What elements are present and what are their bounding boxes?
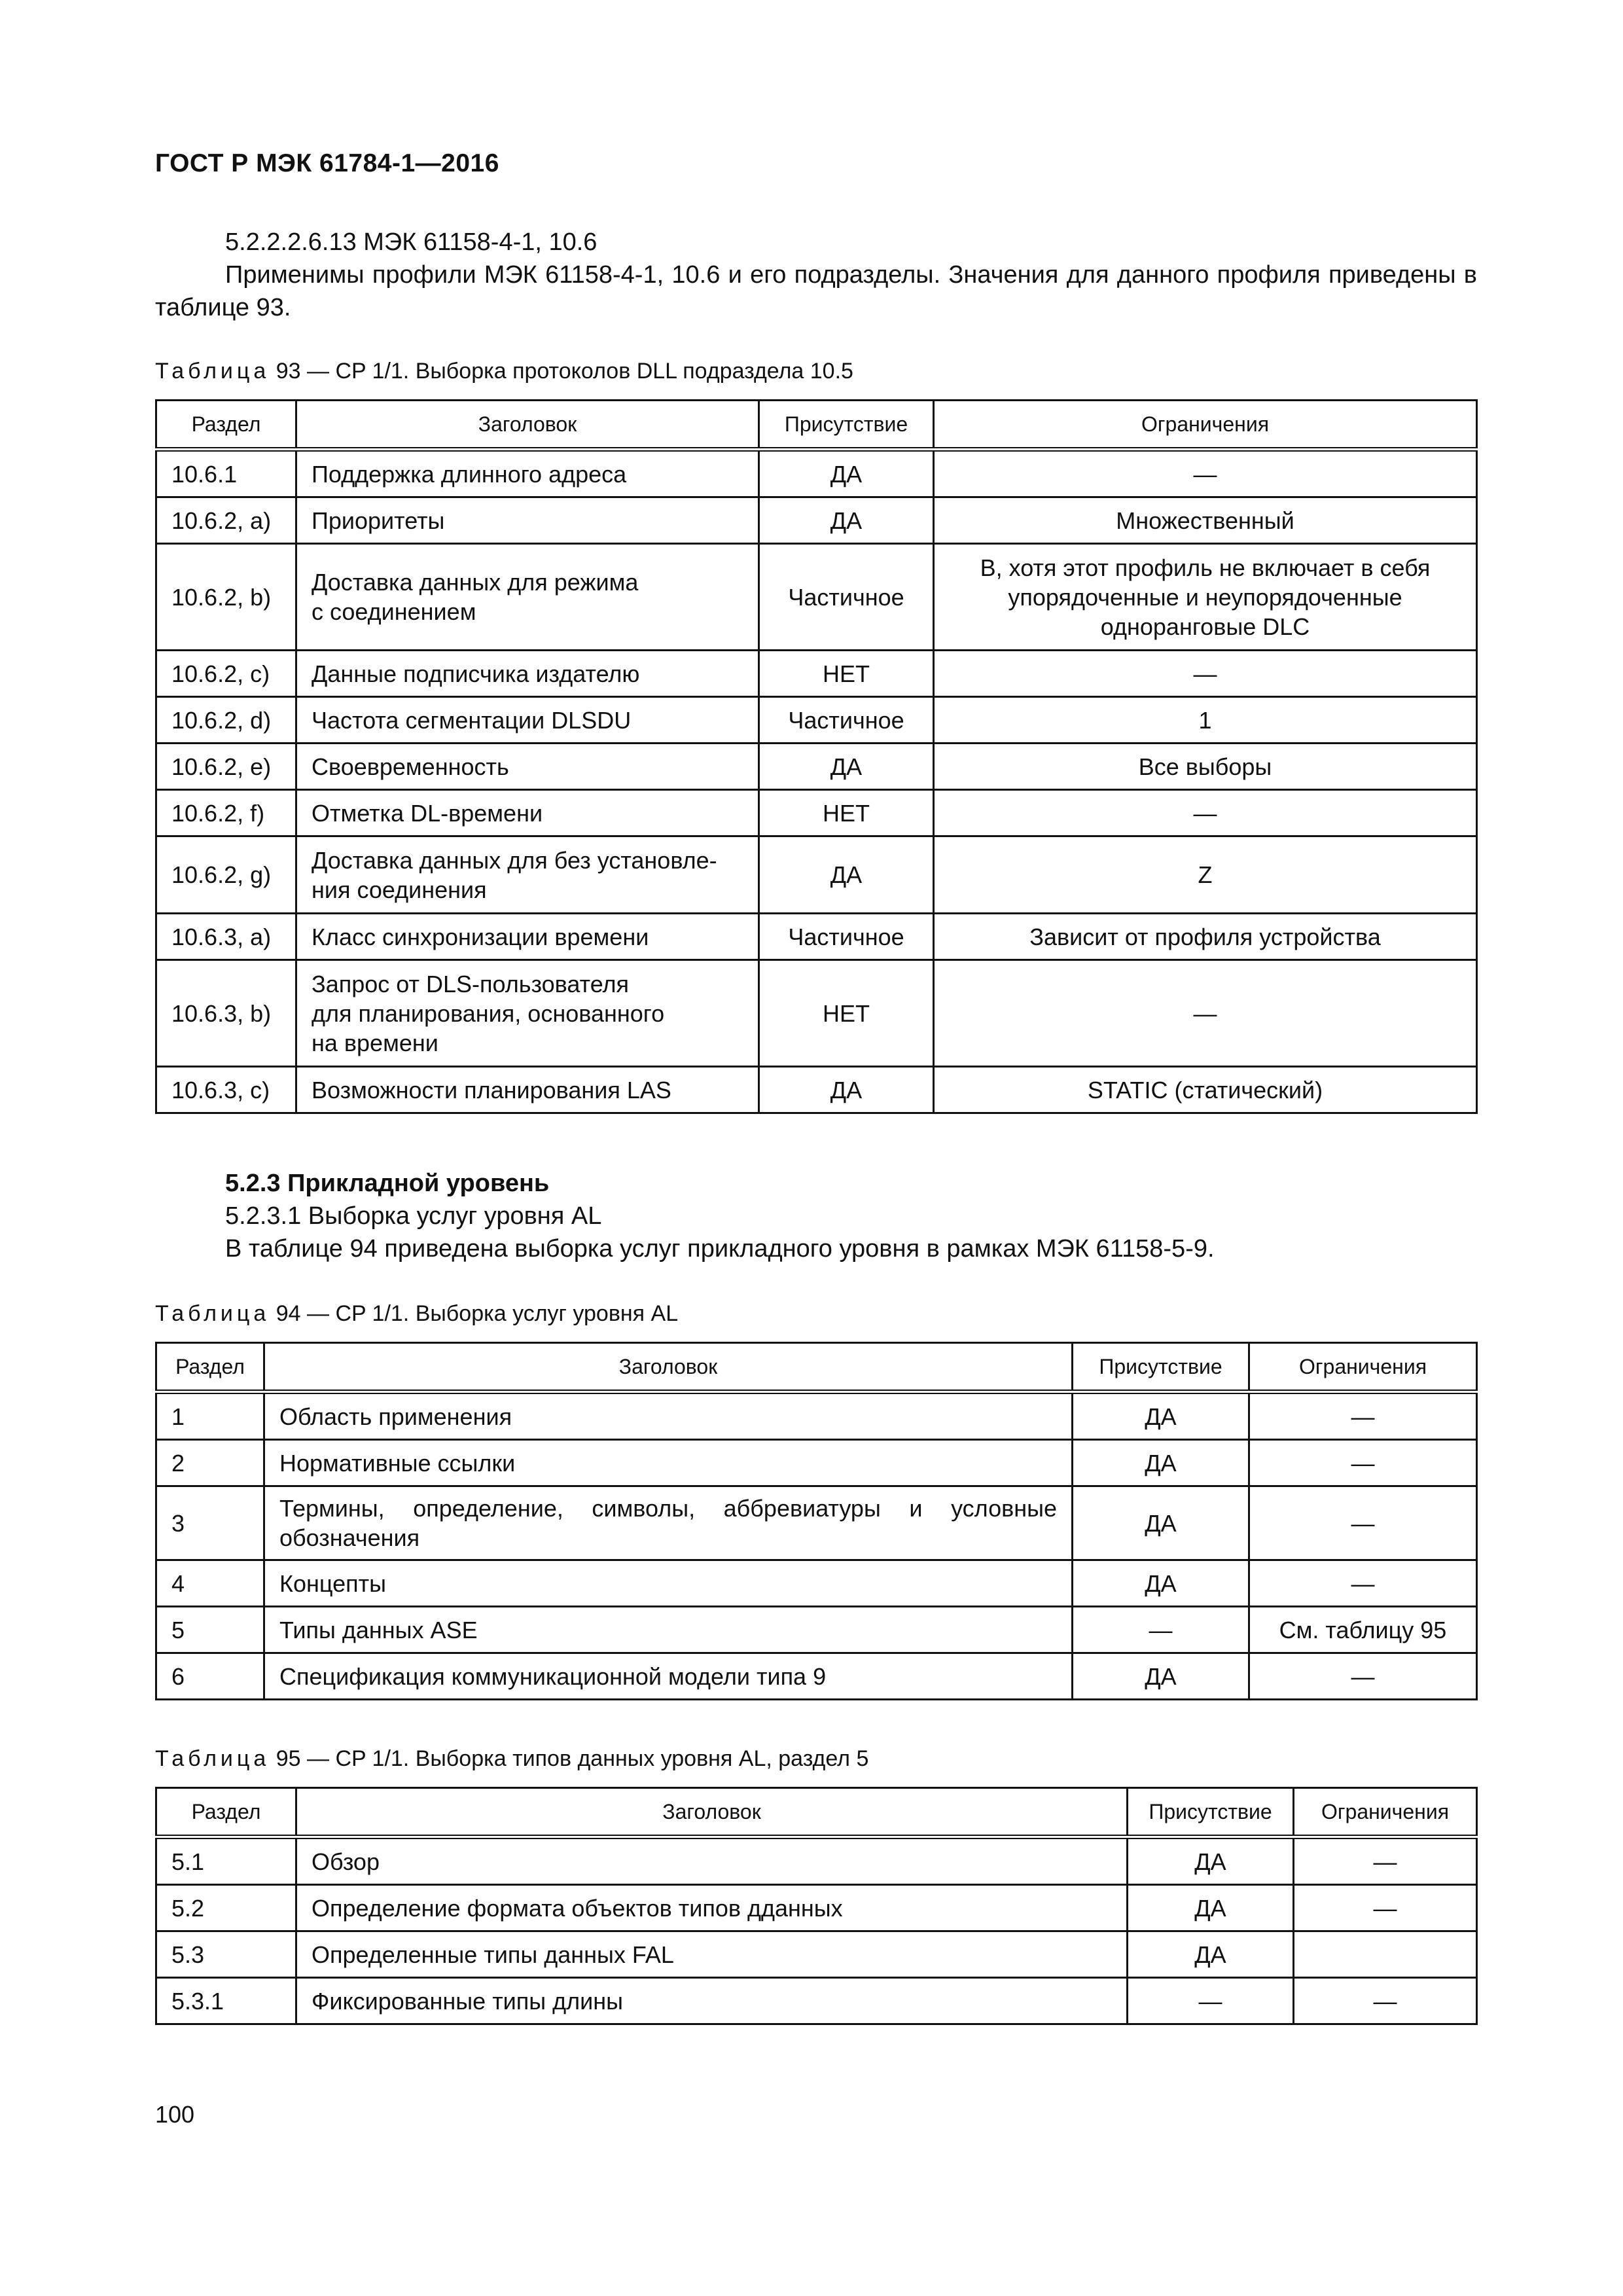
table95-col-presence: Присутствие (1128, 1788, 1294, 1837)
cell-section: 5.3 (156, 1931, 296, 1978)
cell-presence: НЕТ (759, 790, 934, 836)
page-number: 100 (155, 2101, 195, 2128)
table-row (156, 1440, 1477, 1486)
cell-presence: Частичное (759, 544, 934, 651)
cell-presence: ДА (1128, 1885, 1294, 1931)
cell-presence: ДА (1073, 1392, 1249, 1440)
cell-constraints: — (934, 960, 1477, 1067)
cell-title: Поддержка длинного адреса (296, 450, 759, 497)
table-row (156, 697, 1477, 744)
table95-col-title: Заголовок (296, 1788, 1128, 1837)
cell-section: 10.6.3, c) (156, 1067, 296, 1113)
cell-section: 10.6.2, c) (156, 651, 296, 697)
table-row (156, 1837, 1477, 1885)
cell-section: 4 (156, 1560, 264, 1607)
cell-title: Концепты (264, 1560, 1073, 1607)
table-row (156, 1607, 1477, 1653)
table95-col-constraints: Ограничения (1294, 1788, 1477, 1837)
table94-caption-prefix: Таблица (155, 1301, 270, 1326)
cell-presence: — (1128, 1978, 1294, 2024)
cell-title: Отметка DL-времени (296, 790, 759, 836)
cell-title: Доставка данных для без установле- ния соединения (296, 836, 759, 914)
clause-heading-5-2-3-1: 5.2.3.1 Выборка услуг уровня AL (225, 1202, 602, 1230)
cell-title: Класс синхронизации времени (296, 914, 759, 960)
cell-title: Данные подписчика издателю (296, 651, 759, 697)
cell-title: Термины, определение, символы, аббревиатуры и условные обозначения (264, 1486, 1073, 1560)
cell-constraints: — (1294, 1837, 1477, 1885)
cell-presence: ДА (1073, 1653, 1249, 1700)
cell-constraints: — (934, 450, 1477, 497)
cell-constraints: — (1249, 1486, 1477, 1560)
table95-caption-prefix: Таблица (155, 1746, 270, 1771)
standard-header: ГОСТ Р МЭК 61784-1—2016 (155, 149, 499, 177)
clause-heading-5-2-2-2-6-13: 5.2.2.2.6.13 МЭК 61158-4-1, 10.6 (225, 228, 597, 256)
table-row (156, 960, 1477, 1067)
cell-constraints: См. таблицу 95 (1249, 1607, 1477, 1653)
cell-section: 5.3.1 (156, 1978, 296, 2024)
table-row (156, 450, 1477, 497)
cell-section: 2 (156, 1440, 264, 1486)
cell-title: Частота сегментации DLSDU (296, 697, 759, 744)
cell-section: 10.6.3, b) (156, 960, 296, 1067)
cell-section: 3 (156, 1486, 264, 1560)
clause-text-5-2-2-2-6-13: Применимы профили МЭК 61158-4-1, 10.6 и его подразделы. Значения для данного профиля приведены в таблице 93. (155, 261, 1477, 321)
cell-title: Область применения (264, 1392, 1073, 1440)
cell-constraints: Z (934, 836, 1477, 914)
table94-caption-text: 94 — CP 1/1. Выборка услуг уровня AL (270, 1301, 679, 1326)
cell-constraints: — (1249, 1653, 1477, 1700)
cell-section: 6 (156, 1653, 264, 1700)
table93-caption (155, 357, 853, 386)
cell-constraints: — (934, 790, 1477, 836)
table94-header-row (156, 1343, 1477, 1392)
cell-section: 5 (156, 1607, 264, 1653)
cell-presence: ДА (759, 497, 934, 544)
cell-title: Нормативные ссылки (264, 1440, 1073, 1486)
cell-constraints: — (1294, 1885, 1477, 1931)
cell-section: 10.6.2, g) (156, 836, 296, 914)
cell-title: Запрос от DLS-пользователя для планирования, основанного на времени (296, 960, 759, 1067)
table-row (156, 1978, 1477, 2024)
table-row (156, 1486, 1477, 1560)
cell-presence: — (1073, 1607, 1249, 1653)
cell-constraints (1294, 1931, 1477, 1978)
cell-presence: ДА (1128, 1837, 1294, 1885)
cell-constraints: — (1294, 1978, 1477, 2024)
cell-title: Обзор (296, 1837, 1128, 1885)
cell-section: 5.2 (156, 1885, 296, 1931)
cell-presence: ДА (1073, 1486, 1249, 1560)
table94-col-title: Заголовок (264, 1343, 1073, 1392)
table94-col-constraints: Ограничения (1249, 1343, 1477, 1392)
table-row (156, 914, 1477, 960)
clause-text-5-2-3-1: В таблице 94 приведена выборка услуг прикладного уровня в рамках МЭК 61158-5-9. (225, 1235, 1215, 1263)
table93-col-constraints: Ограничения (934, 401, 1477, 450)
cell-section: 10.6.1 (156, 450, 296, 497)
table-row (156, 1392, 1477, 1440)
cell-section: 10.6.2, f) (156, 790, 296, 836)
cell-constraints: — (934, 651, 1477, 697)
cell-constraints: Зависит от профиля устройства (934, 914, 1477, 960)
table-row (156, 1653, 1477, 1700)
table95-header-row (156, 1788, 1477, 1837)
cell-constraints: STATIC (статический) (934, 1067, 1477, 1113)
table94-col-section: Раздел (156, 1343, 264, 1392)
cell-constraints: — (1249, 1440, 1477, 1486)
table-row (156, 744, 1477, 790)
cell-presence: Частичное (759, 914, 934, 960)
table-row (156, 836, 1477, 914)
table94-caption (155, 1299, 678, 1328)
table93-col-presence: Присутствие (759, 401, 934, 450)
table95-caption (155, 1744, 868, 1773)
cell-section: 5.1 (156, 1837, 296, 1885)
table-row (156, 1067, 1477, 1113)
table95-caption-text: 95 — CP 1/1. Выборка типов данных уровня AL, раздел 5 (270, 1746, 869, 1771)
cell-presence: ДА (759, 744, 934, 790)
cell-section: 10.6.2, e) (156, 744, 296, 790)
table-row (156, 790, 1477, 836)
clause-heading-5-2-3: 5.2.3 Прикладной уровень (225, 1170, 550, 1197)
cell-presence: ДА (1128, 1931, 1294, 1978)
cell-presence: Частичное (759, 697, 934, 744)
cell-title: Доставка данных для режима с соединением (296, 544, 759, 651)
table94-col-presence: Присутствие (1073, 1343, 1249, 1392)
cell-section: 10.6.2, a) (156, 497, 296, 544)
table94 (155, 1342, 1478, 1700)
cell-presence: ДА (759, 836, 934, 914)
table-row (156, 1931, 1477, 1978)
cell-constraints: В, хотя этот профиль не включает в себя упорядоченные и неупорядоченные одноранговые DLC (934, 544, 1477, 651)
cell-title: Своевременность (296, 744, 759, 790)
cell-title: Фиксированные типы длины (296, 1978, 1128, 2024)
cell-constraints: — (1249, 1392, 1477, 1440)
cell-presence: НЕТ (759, 960, 934, 1067)
cell-constraints: — (1249, 1560, 1477, 1607)
table93-caption-text: 93 — CP 1/1. Выборка протоколов DLL подраздела 10.5 (270, 359, 853, 384)
cell-presence: ДА (1073, 1560, 1249, 1607)
table93-col-title: Заголовок (296, 401, 759, 450)
cell-title: Приоритеты (296, 497, 759, 544)
cell-presence: НЕТ (759, 651, 934, 697)
cell-title: Определенные типы данных FAL (296, 1931, 1128, 1978)
cell-title: Определение формата объектов типов дданных (296, 1885, 1128, 1931)
cell-constraints: Все выборы (934, 744, 1477, 790)
cell-title: Возможности планирования LAS (296, 1067, 759, 1113)
table-row (156, 651, 1477, 697)
table93-col-section: Раздел (156, 401, 296, 450)
cell-title: Спецификация коммуникационной модели типа 9 (264, 1653, 1073, 1700)
table-row (156, 1560, 1477, 1607)
cell-constraints: Множественный (934, 497, 1477, 544)
table-row (156, 1885, 1477, 1931)
table93-caption-prefix: Таблица (155, 359, 270, 384)
cell-constraints: 1 (934, 697, 1477, 744)
cell-presence: ДА (759, 450, 934, 497)
table93-header-row (156, 401, 1477, 450)
cell-section: 10.6.3, a) (156, 914, 296, 960)
cell-presence: ДА (1073, 1440, 1249, 1486)
cell-presence: ДА (759, 1067, 934, 1113)
cell-section: 1 (156, 1392, 264, 1440)
cell-section: 10.6.2, d) (156, 697, 296, 744)
table-row (156, 544, 1477, 651)
table-row (156, 497, 1477, 544)
cell-section: 10.6.2, b) (156, 544, 296, 651)
table93 (155, 399, 1478, 1114)
cell-title: Типы данных ASE (264, 1607, 1073, 1653)
table95 (155, 1787, 1478, 2025)
table95-col-section: Раздел (156, 1788, 296, 1837)
